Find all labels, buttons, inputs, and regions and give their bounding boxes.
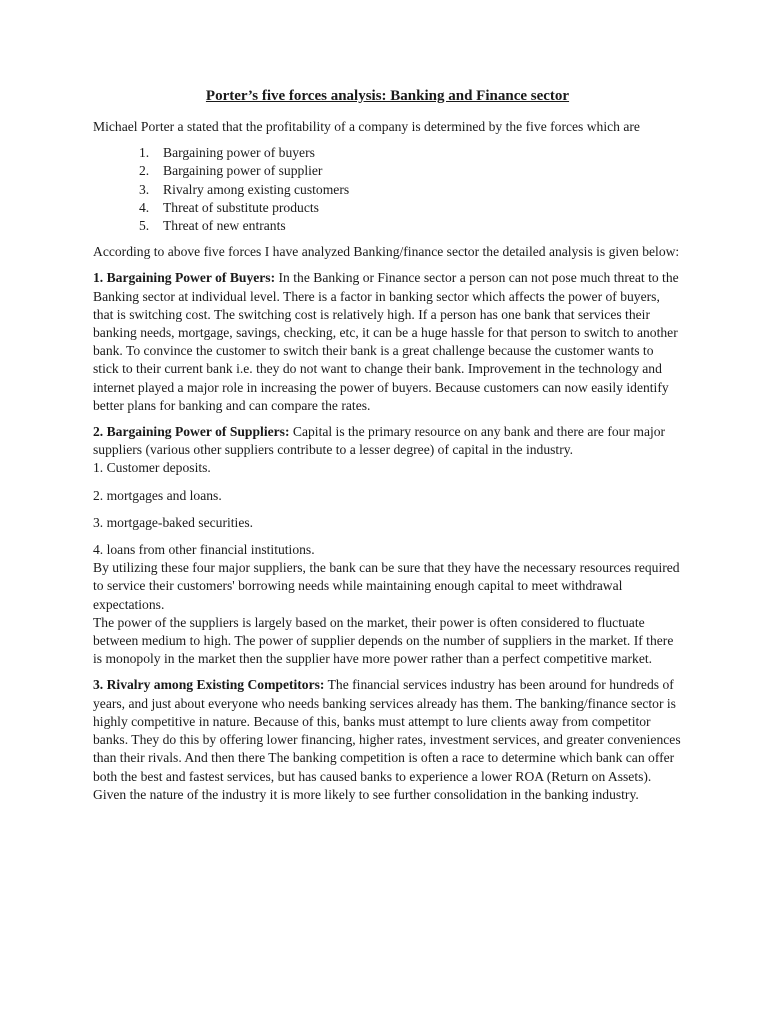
list-item bbox=[139, 162, 682, 180]
list-item-number: 4. bbox=[139, 199, 150, 215]
list-item-text: Threat of substitute products bbox=[163, 199, 319, 215]
list-item-text: Bargaining power of supplier bbox=[163, 163, 323, 179]
section-body: The financial services industry has been around for hundreds of years, and just about everyone who needs banking services already has them. The banking/finance sector is highly competitive in nature. Because of this, banks must attempt to lure clients away from competitor banks. They do this by offering lower financing, higher rates, investment services, and greater conveniences than their rivals. And then there The banking competition is often a race to determine which bank can offer both the best and fastest services, but has caused banks to experience a lower ROA (Return on Assets). Given the nature of the industry it is more likely to see further consolidation in the banking industry. bbox=[93, 677, 681, 802]
suppliers-paragraph-2: The power of the suppliers is largely based on the market, their power is often considered to fluctuate between medium to high. The power of supplier depends on the number of suppliers in the market. If there is monopoly in the market then the supplier have more power rather than a perfect competitive market. bbox=[93, 614, 674, 667]
list-item-number: 5. bbox=[139, 218, 150, 234]
supplier-item: 2. mortgages and loans. bbox=[93, 487, 222, 503]
list-item bbox=[139, 199, 682, 217]
section-suppliers bbox=[93, 423, 682, 459]
forces-list bbox=[93, 144, 682, 235]
section-heading: 1. Bargaining Power of Buyers: bbox=[93, 270, 276, 286]
list-item-text: Bargaining power of buyers bbox=[163, 145, 315, 161]
section-body: In the Banking or Finance sector a person can not pose much threat to the Banking sector at individual level. There is a factor in banking sector which affects the power of buyers, that is switching cost. The switching cost is relatively high. If a person has one bank that services their banking needs, mortgage, savings, checking, etc, it can be a huge hassle for that person to switch to another bank. To convince the customer to switch their bank is a great challenge because the customer wants to stick to their current bank i.e. they do not want to change their bank. Improvement in the technology and internet played a major role in increasing the power of buyers. Because customers can now easily identify better plans for banking and can compare the rates. bbox=[93, 270, 679, 413]
section-rivalry bbox=[93, 676, 682, 803]
list-item-number: 3. bbox=[139, 181, 150, 197]
section-heading: 3. Rivalry among Existing Competitors: bbox=[93, 677, 325, 693]
list-item bbox=[139, 217, 682, 235]
supplier-item: 3. mortgage-baked securities. bbox=[93, 514, 254, 530]
list-item-number: 2. bbox=[139, 163, 150, 179]
section-buyers bbox=[93, 269, 682, 415]
intro-paragraph: Michael Porter a stated that the profitability of a company is determined by the five forces which are bbox=[93, 119, 640, 134]
section-body: Capital is the primary resource on any bank and there are four major suppliers (various other suppliers contribute to a lesser degree) of capital in the industry. bbox=[93, 424, 666, 458]
supplier-item: 1. Customer deposits. bbox=[93, 460, 211, 476]
list-item bbox=[139, 144, 682, 162]
list-item bbox=[139, 181, 682, 199]
section-heading: 2. Bargaining Power of Suppliers: bbox=[93, 424, 290, 440]
document-title: Porter’s five forces analysis: Banking and Finance sector bbox=[205, 88, 570, 104]
list-item-text: Threat of new entrants bbox=[163, 218, 286, 234]
list-item-text: Rivalry among existing customers bbox=[163, 181, 350, 197]
analysis-intro-paragraph: According to above five forces I have analyzed Banking/finance sector the detailed analysis is given below: bbox=[93, 244, 680, 260]
list-item-number: 1. bbox=[139, 145, 150, 161]
supplier-item: 4. loans from other financial institutions. bbox=[93, 542, 315, 558]
suppliers-paragraph-1: By utilizing these four major suppliers, the bank can be sure that they have the necessary resources required to service their customers' borrowing needs while maintaining enough capital to meet withdrawal expectations. bbox=[93, 560, 680, 612]
